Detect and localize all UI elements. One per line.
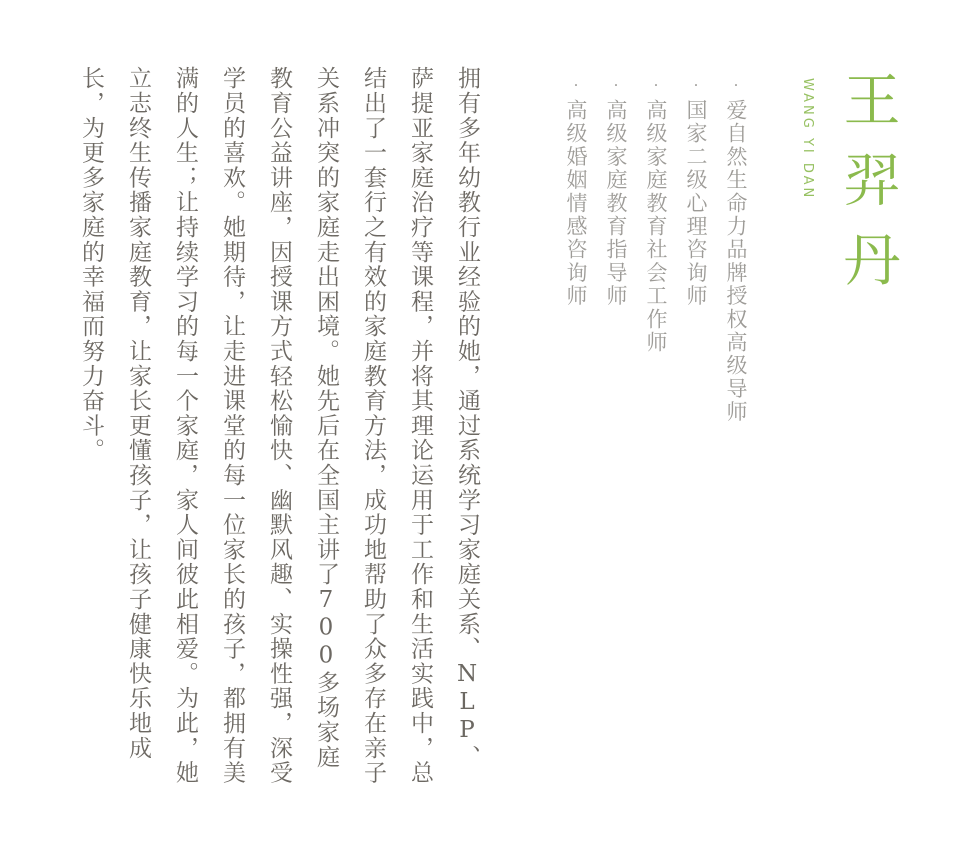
credential-item-4 (596, 76, 636, 476)
bullet-dot-icon: · (567, 76, 585, 94)
person-name: 王羿丹 (834, 70, 900, 310)
name-block (799, 70, 898, 390)
credentials-list (556, 76, 756, 476)
credential-label: 高级家庭教育指导师 (604, 99, 628, 308)
credential-label: 高级婚姻情感咨询师 (564, 99, 588, 308)
credential-label: 高级家庭教育社会工作师 (644, 99, 668, 355)
biography-text: 拥有多年幼教行业经验的她，通过系统学习家庭关系、NLP、萨提亚家庭治疗等课程，并将其理论运用于工作和生活实践中，总结出了一套行之有效的家庭教育方法，成功地帮助了众多存在亲子关系冲突的家庭走出困境。她先后在全国主讲了700多场家庭教育公益讲座，因授课方式轻松愉快、幽默风趣、实操性强，深受学员的喜欢。她期待，让走进课堂的每一位家长的孩子，都拥有美满的人生；让持续学习的每一个家庭，家人间彼此相爱。为此，她立志终生传播家庭教育，让家长更懂孩子，让孩子健康快乐地成长，为更多家庭的幸福而努力奋斗。 (78, 66, 480, 786)
credential-item-5 (556, 76, 596, 476)
credential-item-3 (636, 76, 676, 476)
person-name-latin: WANG YI DAN (800, 78, 815, 201)
credential-label: 爱自然生命力品牌授权高级导师 (724, 99, 748, 424)
credential-label: 国家二级心理咨询师 (684, 99, 708, 308)
credential-item-1 (716, 76, 756, 476)
bullet-dot-icon: · (647, 76, 665, 94)
bullet-dot-icon: · (687, 76, 705, 94)
bullet-dot-icon: · (727, 76, 745, 94)
credential-item-2 (676, 76, 716, 476)
bullet-dot-icon: · (607, 76, 625, 94)
